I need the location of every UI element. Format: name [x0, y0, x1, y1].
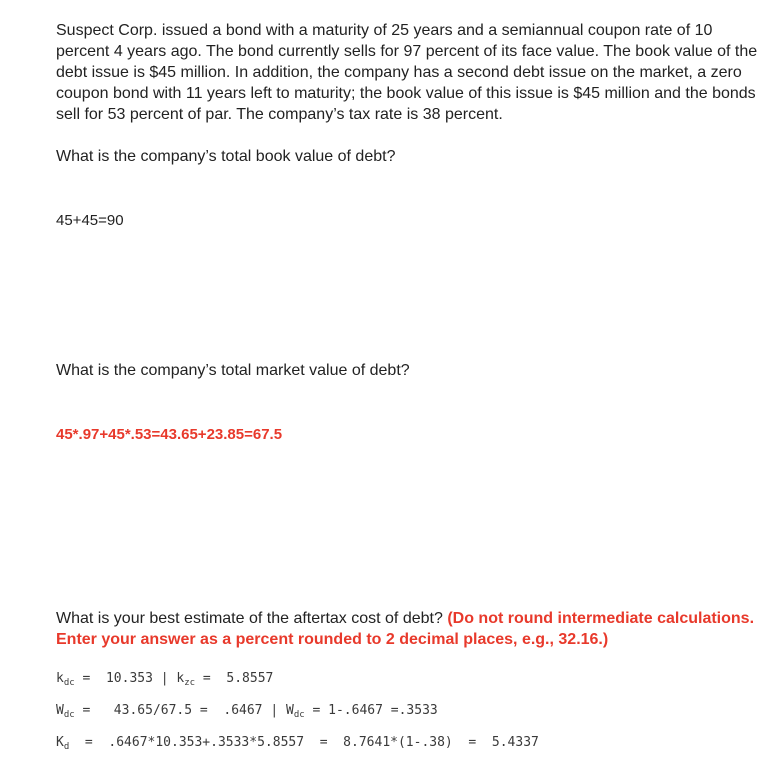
work-line-aftertax — [56, 735, 539, 751]
k-zc-value: = 5.8557 — [195, 671, 274, 686]
work-line-costs — [56, 671, 273, 687]
separator: | — [160, 671, 169, 686]
k-dc-subscript: dc — [63, 678, 75, 688]
k-d-label: K — [56, 735, 64, 750]
w-dc-label: W — [56, 703, 64, 718]
question-market-value: What is the company’s total market value of debt? — [56, 362, 410, 379]
k-dc-label: k — [56, 671, 64, 686]
k-zc-label: k — [168, 671, 185, 686]
answer-book-value: 45+45=90 — [56, 212, 124, 229]
k-dc-value: = 10.353 — [74, 671, 161, 686]
question-book-value: What is the company’s total book value of debt? — [56, 148, 396, 165]
w-zc-label: W — [278, 703, 294, 718]
w-dc-subscript: dc — [63, 710, 75, 720]
answer-market-value: 45*.97+45*.53=43.65+23.85=67.5 — [56, 426, 283, 443]
w-dc-value: = 43.65/67.5 = .6467 — [74, 703, 271, 718]
question-aftertax-cost — [56, 608, 761, 650]
separator: | — [270, 703, 279, 718]
k-d-subscript: d — [63, 742, 70, 752]
k-zc-subscript: zc — [184, 678, 196, 688]
w-zc-subscript: dc — [293, 710, 305, 720]
question-aftertax-text: What is your best estimate of the aftertax cost of debt? — [56, 610, 443, 627]
question-aftertax-instruction: (Do not round intermediate calculations. Enter your answer as a percent rounded to 2 decimal places, e.g., 32.16.) — [56, 610, 755, 648]
k-d-value: = .6467*10.353+.3533*5.8557 = 8.7641*(1-.38) = 5.4337 — [69, 735, 539, 750]
w-zc-value: = 1-.6467 =.3533 — [304, 703, 438, 718]
work-line-weights — [56, 703, 438, 719]
problem-statement: Suspect Corp. issued a bond with a maturity of 25 years and a semiannual coupon rate of 10 percent 4 years ago. The bond currently sells for 97 percent of its face value. The book value of the debt issue is $45 million. In addition, the company has a second debt issue on the market, a zero coupon bond with 11 years left to maturity; the book value of this issue is $45 million and the bonds sell for 53 percent of par. The company’s tax rate is 38 percent. — [56, 22, 758, 123]
